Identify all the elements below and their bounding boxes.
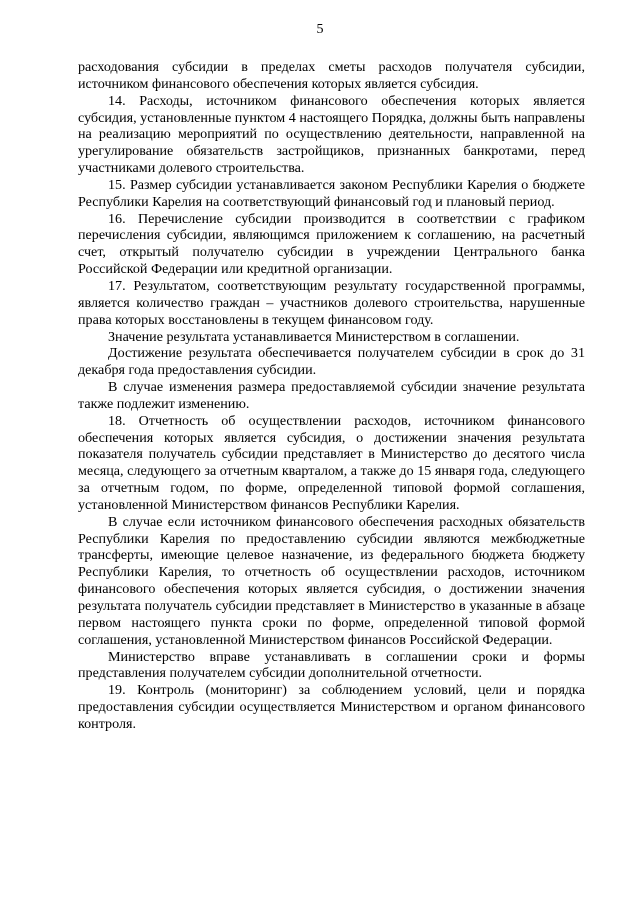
paragraph-item-18: 18. Отчетность об осуществлении расходов, источником финансового обеспечения которых является субсидия, о достижении значения результата показателя получатель субсидии представляет в Министерство до десятого числа месяца, следующего за отчетным кварталом, а также до 15 января года, следующего за отчетным годом, по форме, определенной типовой формой соглашения, установленной Министерством финансов Республики Карелия. (78, 412, 585, 513)
paragraph-result-change: В случае изменения размера предоставляемой субсидии значение результата также подлежит изменению. (78, 379, 585, 412)
paragraph-item-19: 19. Контроль (мониторинг) за соблюдением условий, цели и порядка предоставления субсидии осуществляется Министерством и органом финансового контроля. (78, 682, 585, 732)
page-number: 5 (316, 22, 324, 37)
document-body (78, 59, 585, 733)
paragraph-item-16: 16. Перечисление субсидии производится в соответствии с графиком перечисления субсидии, являющимся приложением к соглашению, на расчетный счет, открытый получателю субсидии в учреждении Центрального банка Российской Федерации или кредитной организации. (78, 210, 585, 278)
paragraph-result-deadline: Достижение результата обеспечивается получателем субсидии в срок до 31 декабря года предоставления субсидии. (78, 345, 585, 379)
paragraph-item-14: 14. Расходы, источником финансового обеспечения которых является субсидия, установленные пунктом 4 настоящего Порядка, должны быть направлены на реализацию мероприятий по осуществлению деятельности, направленной на урегулирование обязательств застройщиков, признанных банкротами, перед участниками долевого строительства. (78, 92, 585, 177)
paragraph-item-17: 17. Результатом, соответствующим результату государственной программы, является количество граждан – участников долевого строительства, нарушенные права которых восстановлены в текущем финансовом году. (78, 277, 585, 328)
paragraph-continuation: расходования субсидии в пределах сметы расходов получателя субсидии, источником финансового обеспечения которых является субсидия. (78, 59, 585, 92)
paragraph-federal-transfers: В случае если источником финансового обеспечения расходных обязательств Республики Карелия по предоставлению субсидии являются межбюджетные трансферты, имеющие целевое назначение, из федерального бюджета бюджету Республики Карелия, то отчетность об осуществлении расходов, источником финансового обеспечения которых является субсидия, о достижении значения результата получатель субсидии представляет в Министерство в указанные в абзаце первом настоящего пункта сроки по форме, определенной типовой формой соглашения, установленной Министерством финансов Российской Федерации. (78, 513, 585, 648)
paragraph-additional-reporting: Министерство вправе устанавливать в соглашении сроки и формы представления получателем субсидии дополнительной отчетности. (78, 648, 585, 682)
paragraph-result-value: Значение результата устанавливается Министерством в соглашении. (108, 328, 520, 345)
paragraph-item-15: 15. Размер субсидии устанавливается законом Республики Карелия о бюджете Республики Карелия на соответствующий финансовый год и плановый период. (78, 176, 585, 210)
